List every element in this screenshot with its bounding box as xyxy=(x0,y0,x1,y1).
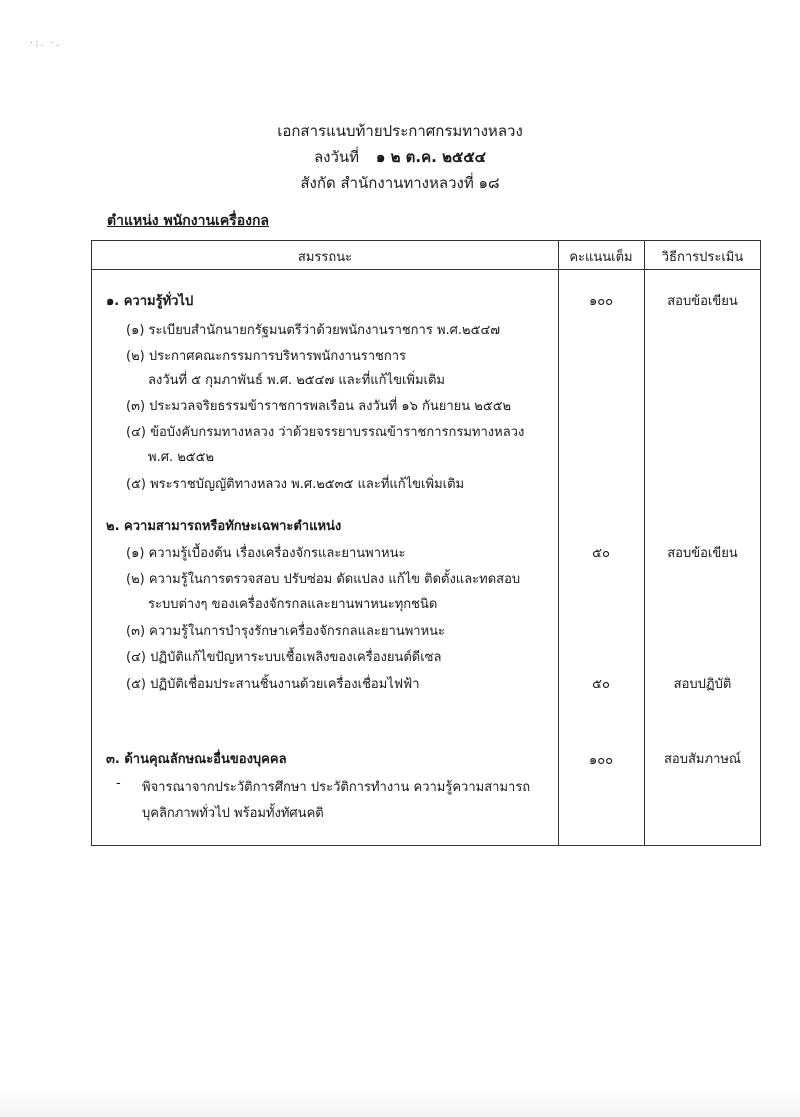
section-2-line: (๕) ปฏิบัติเชื่อมประสานชิ้นงานด้วยเครื่องเชื่อมไฟฟ้า xyxy=(126,677,420,692)
header-date-label: ลงวันที่ xyxy=(313,148,360,166)
section-2-line: (๓) ความรู้ในการบำรุงรักษาเครื่องจักรกลและยานพาหนะ xyxy=(126,624,446,639)
section-1-line: (๓) ประมวลจริยธรรมข้าราชการพลเรือน ลงวันที่ ๑๖ กันยายน ๒๕๕๒ xyxy=(126,399,512,414)
section-3-score: ๑๐๐ xyxy=(588,753,614,768)
section-1-method: สอบข้อเขียน xyxy=(667,294,738,309)
section-3-title: ๓. ด้านคุณลักษณะอื่นของบุคคล xyxy=(106,752,287,767)
section-1-line: (๕) พระราชบัญญัติทางหลวง พ.ศ.๒๕๓๕ และที่แก้ไขเพิ่มเติม xyxy=(126,477,465,492)
section-3-bullet xyxy=(116,776,531,795)
section-1-score: ๑๐๐ xyxy=(588,294,614,309)
table-header-competency: สมรรถนะ xyxy=(297,250,353,265)
section-3-line: บุคลิกภาพทั่วไป พร้อมทั้งทัศนคติ xyxy=(142,806,324,821)
page-bottom-edge xyxy=(0,1087,800,1117)
section-2-method-written: สอบข้อเขียน xyxy=(667,546,738,561)
section-2-line: (๑) ความรู้เบื้องต้น เรื่องเครื่องจักรและยานพาหนะ xyxy=(126,546,406,561)
header-line-1: เอกสารแนบท้ายประกาศกรมทางหลวง xyxy=(277,122,523,140)
document-header xyxy=(0,118,800,196)
competency-table xyxy=(91,240,761,846)
section-1-line: (๑) ระเบียบสำนักนายกรัฐมนตรีว่าด้วยพนักงานราชการ พ.ศ.๒๕๔๗ xyxy=(126,323,501,338)
section-3-method: สอบสัมภาษณ์ xyxy=(664,752,741,767)
section-1-title: ๑. ความรู้ทั่วไป xyxy=(106,294,194,309)
header-divider xyxy=(92,269,760,270)
section-2-title: ๒. ความสามารถหรือทักษะเฉพาะตำแหน่ง xyxy=(106,519,342,534)
section-1-line: (๔) ข้อบังคับกรมทางหลวง ว่าด้วยจรรยาบรรณข้าราชการกรมทางหลวง xyxy=(126,425,525,440)
section-2-line: (๒) ความรู้ในการตรวจสอบ ปรับซ่อม ดัดแปลง แก้ไข ติดตั้งและทดสอบ xyxy=(126,572,521,587)
section-2-line: (๔) ปฏิบัติแก้ไขปัญหาระบบเชื้อเพลิงของเครื่องยนต์ดีเซล xyxy=(126,650,442,665)
section-2-score-practical: ๕๐ xyxy=(592,677,610,692)
section-3-line: พิจารณาจากประวัติการศึกษา ประวัติการทำงาน ความรู้ความสามารถ xyxy=(142,780,531,795)
dash-marker: - xyxy=(116,776,121,791)
header-date-value: ๑ ๒ ต.ค. ๒๕๕๔ xyxy=(375,148,487,166)
section-2-method-practical: สอบปฏิบัติ xyxy=(673,677,732,692)
section-2-score-written: ๕๐ xyxy=(592,546,610,561)
table-header-method: วิธีการประเมิน xyxy=(661,250,744,265)
scan-specks: ·:. ·. xyxy=(30,38,62,49)
section-1-line: พ.ศ. ๒๕๕๒ xyxy=(148,450,215,465)
header-line-3: สังกัด สำนักงานทางหลวงที่ ๑๘ xyxy=(300,174,500,192)
header-date-row xyxy=(0,144,800,170)
section-1-line: ลงวันที่ ๕ กุมภาพันธ์ พ.ศ. ๒๕๔๗ และที่แก้ไขเพิ่มเติม xyxy=(148,373,445,388)
section-2-line: ระบบต่างๆ ของเครื่องจักรกลและยานพาหนะทุกชนิด xyxy=(148,597,438,612)
section-1-line: (๒) ประกาศคณะกรรมการบริหารพนักงานราชการ xyxy=(126,349,406,364)
table-header-full-score: คะแนนเต็ม xyxy=(569,250,633,265)
position-title: ตำแหน่ง พนักงานเครื่องกล xyxy=(107,213,269,229)
